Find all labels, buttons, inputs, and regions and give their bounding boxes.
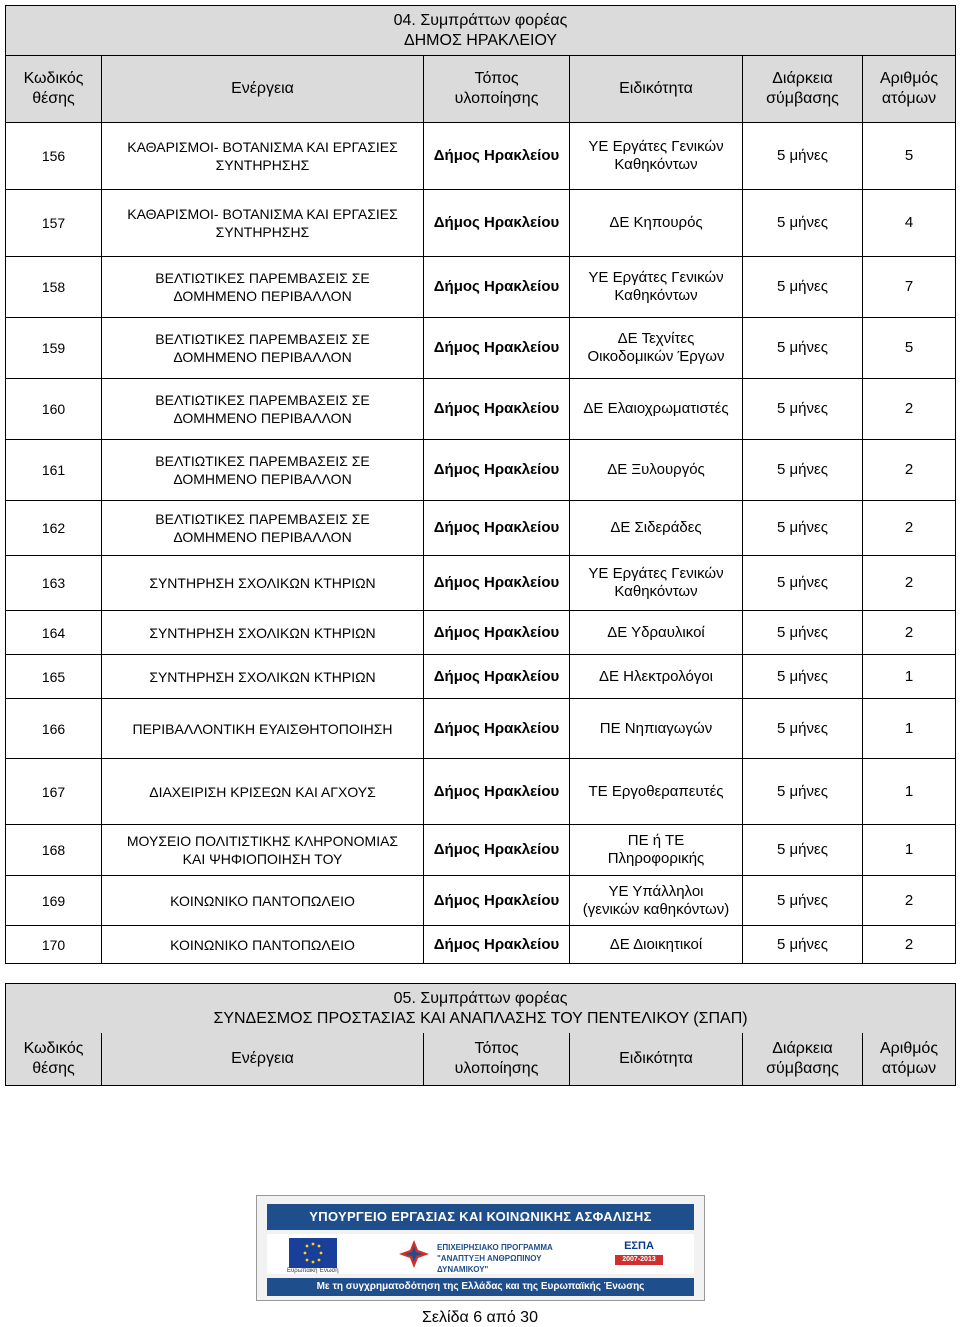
- table-row: [6, 440, 956, 501]
- table-row: [6, 190, 956, 257]
- cell-specialty: ΔΕ Ηλεκτρολόγοι: [570, 655, 743, 699]
- cell-duration: 5 μήνες: [743, 876, 863, 926]
- header2-count: Αριθμός ατόμων: [863, 1033, 956, 1085]
- cell-code: 164: [6, 611, 102, 655]
- table-row: [6, 556, 956, 611]
- cell-count: 2: [863, 876, 956, 926]
- cell-place: Δήμος Ηρακλείου: [424, 611, 570, 655]
- section2-title: [6, 984, 956, 1034]
- cell-place: Δήμος Ηρακλείου: [424, 825, 570, 876]
- cell-place: Δήμος Ηρακλείου: [424, 257, 570, 318]
- cell-duration: 5 μήνες: [743, 611, 863, 655]
- cell-code: 157: [6, 190, 102, 257]
- cell-duration: 5 μήνες: [743, 501, 863, 556]
- table-row: [6, 825, 956, 876]
- cell-specialty: ΔΕ Υδραυλικοί: [570, 611, 743, 655]
- cell-duration: 5 μήνες: [743, 257, 863, 318]
- cell-code: 169: [6, 876, 102, 926]
- cell-count: 1: [863, 655, 956, 699]
- eu-caption: Ευρωπαϊκή Ένωση: [287, 1268, 339, 1274]
- header-action: Ενέργεια: [102, 56, 424, 123]
- header-specialty: Ειδικότητα: [570, 56, 743, 123]
- header-duration: Διάρκεια σύμβασης: [743, 56, 863, 123]
- cell-place: Δήμος Ηρακλείου: [424, 440, 570, 501]
- cell-count: 5: [863, 123, 956, 190]
- cell-action: ΚΟΙΝΩΝΙΚΟ ΠΑΝΤΟΠΩΛΕΙΟ: [102, 926, 424, 964]
- cell-count: 1: [863, 759, 956, 825]
- cell-place: Δήμος Ηρακλείου: [424, 190, 570, 257]
- municipality-positions-table: [5, 5, 956, 964]
- cell-code: 159: [6, 318, 102, 379]
- cell-action: ΜΟΥΣΕΙΟ ΠΟΛΙΤΙΣΤΙΚΗΣ ΚΛΗΡΟΝΟΜΙΑΣ ΚΑΙ ΨΗΦΙΟΠΟΙΗΣΗ ΤΟΥ: [102, 825, 424, 876]
- cell-specialty: ΔΕ Σιδεράδες: [570, 501, 743, 556]
- cell-action: ΒΕΛΤΙΩΤΙΚΕΣ ΠΑΡΕΜΒΑΣΕΙΣ ΣΕ ΔΟΜΗΜΕΝΟ ΠΕΡΙΒΑΛΛΟΝ: [102, 501, 424, 556]
- cell-specialty: ΥΕ Εργάτες Γενικών Καθηκόντων: [570, 556, 743, 611]
- cell-duration: 5 μήνες: [743, 655, 863, 699]
- cell-specialty: ΔΕ Ξυλουργός: [570, 440, 743, 501]
- cell-count: 2: [863, 379, 956, 440]
- cell-action: ΣΥΝΤΗΡΗΣΗ ΣΧΟΛΙΚΩΝ ΚΤΗΡΙΩΝ: [102, 655, 424, 699]
- cell-action: ΚΑΘΑΡΙΣΜΟΙ- ΒΟΤΑΝΙΣΜΑ ΚΑΙ ΕΡΓΑΣΙΕΣ ΣΥΝΤΗΡΗΣΗΣ: [102, 190, 424, 257]
- cell-duration: 5 μήνες: [743, 379, 863, 440]
- header-code: Κωδικός θέσης: [6, 56, 102, 123]
- cell-count: 1: [863, 825, 956, 876]
- cell-count: 1: [863, 699, 956, 759]
- cell-place: Δήμος Ηρακλείου: [424, 318, 570, 379]
- header-count: Αριθμός ατόμων: [863, 56, 956, 123]
- cell-code: 168: [6, 825, 102, 876]
- eu-flag-icon: [289, 1238, 337, 1268]
- cell-specialty: ΥΕ Εργάτες Γενικών Καθηκόντων: [570, 257, 743, 318]
- section2-title-line1: 05. Συμπράττων φορέας: [393, 990, 568, 1007]
- table-row: [6, 655, 956, 699]
- cell-specialty: ΔΕ Διοικητικοί: [570, 926, 743, 964]
- cell-place: Δήμος Ηρακλείου: [424, 556, 570, 611]
- cell-code: 160: [6, 379, 102, 440]
- header2-action: Ενέργεια: [102, 1033, 424, 1085]
- cell-count: 7: [863, 257, 956, 318]
- cell-place: Δήμος Ηρακλείου: [424, 699, 570, 759]
- cell-duration: 5 μήνες: [743, 699, 863, 759]
- table-row: [6, 318, 956, 379]
- cell-duration: 5 μήνες: [743, 190, 863, 257]
- cell-code: 166: [6, 699, 102, 759]
- cell-specialty: ΔΕ Ελαιοχρωματιστές: [570, 379, 743, 440]
- cell-action: ΠΕΡΙΒΑΛΛΟΝΤΙΚΗ ΕΥΑΙΣΘΗΤΟΠΟΙΗΣΗ: [102, 699, 424, 759]
- logos-strip: [267, 1234, 694, 1274]
- cell-place: Δήμος Ηρακλείου: [424, 379, 570, 440]
- cell-code: 156: [6, 123, 102, 190]
- cell-code: 167: [6, 759, 102, 825]
- cell-count: 5: [863, 318, 956, 379]
- header-place: Τόπος υλοποίησης: [424, 56, 570, 123]
- table-header-row: [6, 56, 956, 123]
- cell-specialty: ΥΕ Υπάλληλοι (γενικών καθηκόντων): [570, 876, 743, 926]
- table-row: [6, 257, 956, 318]
- cell-code: 163: [6, 556, 102, 611]
- cell-action: ΔΙΑΧΕΙΡΙΣΗ ΚΡΙΣΕΩΝ ΚΑΙ ΑΓΧΟΥΣ: [102, 759, 424, 825]
- cell-action: ΚΑΘΑΡΙΣΜΟΙ- ΒΟΤΑΝΙΣΜΑ ΚΑΙ ΕΡΓΑΣΙΕΣ ΣΥΝΤΗΡΗΣΗΣ: [102, 123, 424, 190]
- table-row: [6, 611, 956, 655]
- programme-name: ΕΠΙΧΕΙΡΗΣΙΑΚΟ ΠΡΟΓΡΑΜΜΑ "ΑΝΑΠΤΥΞΗ ΑΝΘΡΩΠΙΝΟΥ ΔΥΝΑΜΙΚΟΥ": [437, 1243, 553, 1274]
- table-row: [6, 759, 956, 825]
- cell-duration: 5 μήνες: [743, 825, 863, 876]
- table-row: [6, 926, 956, 964]
- cell-action: ΣΥΝΤΗΡΗΣΗ ΣΧΟΛΙΚΩΝ ΚΤΗΡΙΩΝ: [102, 556, 424, 611]
- table-row: [6, 123, 956, 190]
- table2-header-row: [6, 1033, 956, 1085]
- cell-count: 2: [863, 440, 956, 501]
- cell-place: Δήμος Ηρακλείου: [424, 759, 570, 825]
- cell-count: 2: [863, 501, 956, 556]
- section-title-line2: ΔΗΜΟΣ ΗΡΑΚΛΕΙΟΥ: [403, 32, 558, 49]
- cell-action: ΒΕΛΤΙΩΤΙΚΕΣ ΠΑΡΕΜΒΑΣΕΙΣ ΣΕ ΔΟΜΗΜΕΝΟ ΠΕΡΙΒΑΛΛΟΝ: [102, 379, 424, 440]
- cell-code: 170: [6, 926, 102, 964]
- section-title: [6, 6, 956, 56]
- cell-duration: 5 μήνες: [743, 318, 863, 379]
- cell-code: 165: [6, 655, 102, 699]
- cell-place: Δήμος Ηρακλείου: [424, 876, 570, 926]
- cell-action: ΚΟΙΝΩΝΙΚΟ ΠΑΝΤΟΠΩΛΕΙΟ: [102, 876, 424, 926]
- cell-action: ΒΕΛΤΙΩΤΙΚΕΣ ΠΑΡΕΜΒΑΣΕΙΣ ΣΕ ΔΟΜΗΜΕΝΟ ΠΕΡΙΒΑΛΛΟΝ: [102, 257, 424, 318]
- programme-logo-icon: [397, 1238, 431, 1270]
- cell-code: 162: [6, 501, 102, 556]
- table-row: [6, 379, 956, 440]
- page-number: Σελίδα 6 από 30: [422, 1309, 538, 1326]
- espa-logo: ΕΣΠΑ 2007-2013: [615, 1237, 663, 1271]
- cell-duration: 5 μήνες: [743, 123, 863, 190]
- table-row: [6, 699, 956, 759]
- cell-specialty: ΠΕ Νηπιαγωγών: [570, 699, 743, 759]
- cell-place: Δήμος Ηρακλείου: [424, 123, 570, 190]
- cell-specialty: ΔΕ Τεχνίτες Οικοδομικών Έργων: [570, 318, 743, 379]
- table-row: [6, 501, 956, 556]
- cell-code: 161: [6, 440, 102, 501]
- association-positions-table: [5, 983, 956, 1086]
- cell-count: 2: [863, 556, 956, 611]
- header2-specialty: Ειδικότητα: [570, 1033, 743, 1085]
- cell-place: Δήμος Ηρακλείου: [424, 655, 570, 699]
- cell-place: Δήμος Ηρακλείου: [424, 501, 570, 556]
- section-title-line1: 04. Συμπράττων φορέας: [393, 12, 568, 29]
- cell-action: ΒΕΛΤΙΩΤΙΚΕΣ ΠΑΡΕΜΒΑΣΕΙΣ ΣΕ ΔΟΜΗΜΕΝΟ ΠΕΡΙΒΑΛΛΟΝ: [102, 440, 424, 501]
- ministry-bar: ΥΠΟΥΡΓΕΙΟ ΕΡΓΑΣΙΑΣ ΚΑΙ ΚΟΙΝΩΝΙΚΗΣ ΑΣΦΑΛΙΣΗΣ: [267, 1204, 694, 1230]
- cell-code: 158: [6, 257, 102, 318]
- cell-specialty: ΤΕ Εργοθεραπευτές: [570, 759, 743, 825]
- section2-title-line2: ΣΥΝΔΕΣΜΟΣ ΠΡΟΣΤΑΣΙΑΣ ΚΑΙ ΑΝΑΠΛΑΣΗΣ ΤΟΥ ΠΕΝΤΕΛΙΚΟΥ (ΣΠΑΠ): [213, 1010, 748, 1027]
- cell-specialty: ΥΕ Εργάτες Γενικών Καθηκόντων: [570, 123, 743, 190]
- cofunding-statement: Με τη συγχρηματοδότηση της Ελλάδας και της Ευρωπαϊκής Ένωσης: [267, 1278, 694, 1296]
- funding-banner: [256, 1195, 705, 1301]
- cell-duration: 5 μήνες: [743, 440, 863, 501]
- cell-place: Δήμος Ηρακλείου: [424, 926, 570, 964]
- cell-duration: 5 μήνες: [743, 759, 863, 825]
- header2-duration: Διάρκεια σύμβασης: [743, 1033, 863, 1085]
- header2-place: Τόπος υλοποίησης: [424, 1033, 570, 1085]
- cell-count: 2: [863, 611, 956, 655]
- table-row: [6, 876, 956, 926]
- cell-count: 2: [863, 926, 956, 964]
- cell-duration: 5 μήνες: [743, 556, 863, 611]
- cell-count: 4: [863, 190, 956, 257]
- header2-code: Κωδικός θέσης: [6, 1033, 102, 1085]
- cell-action: ΣΥΝΤΗΡΗΣΗ ΣΧΟΛΙΚΩΝ ΚΤΗΡΙΩΝ: [102, 611, 424, 655]
- cell-specialty: ΠΕ ή ΤΕ Πληροφορικής: [570, 825, 743, 876]
- cell-duration: 5 μήνες: [743, 926, 863, 964]
- cell-action: ΒΕΛΤΙΩΤΙΚΕΣ ΠΑΡΕΜΒΑΣΕΙΣ ΣΕ ΔΟΜΗΜΕΝΟ ΠΕΡΙΒΑΛΛΟΝ: [102, 318, 424, 379]
- cell-specialty: ΔΕ Κηπουρός: [570, 190, 743, 257]
